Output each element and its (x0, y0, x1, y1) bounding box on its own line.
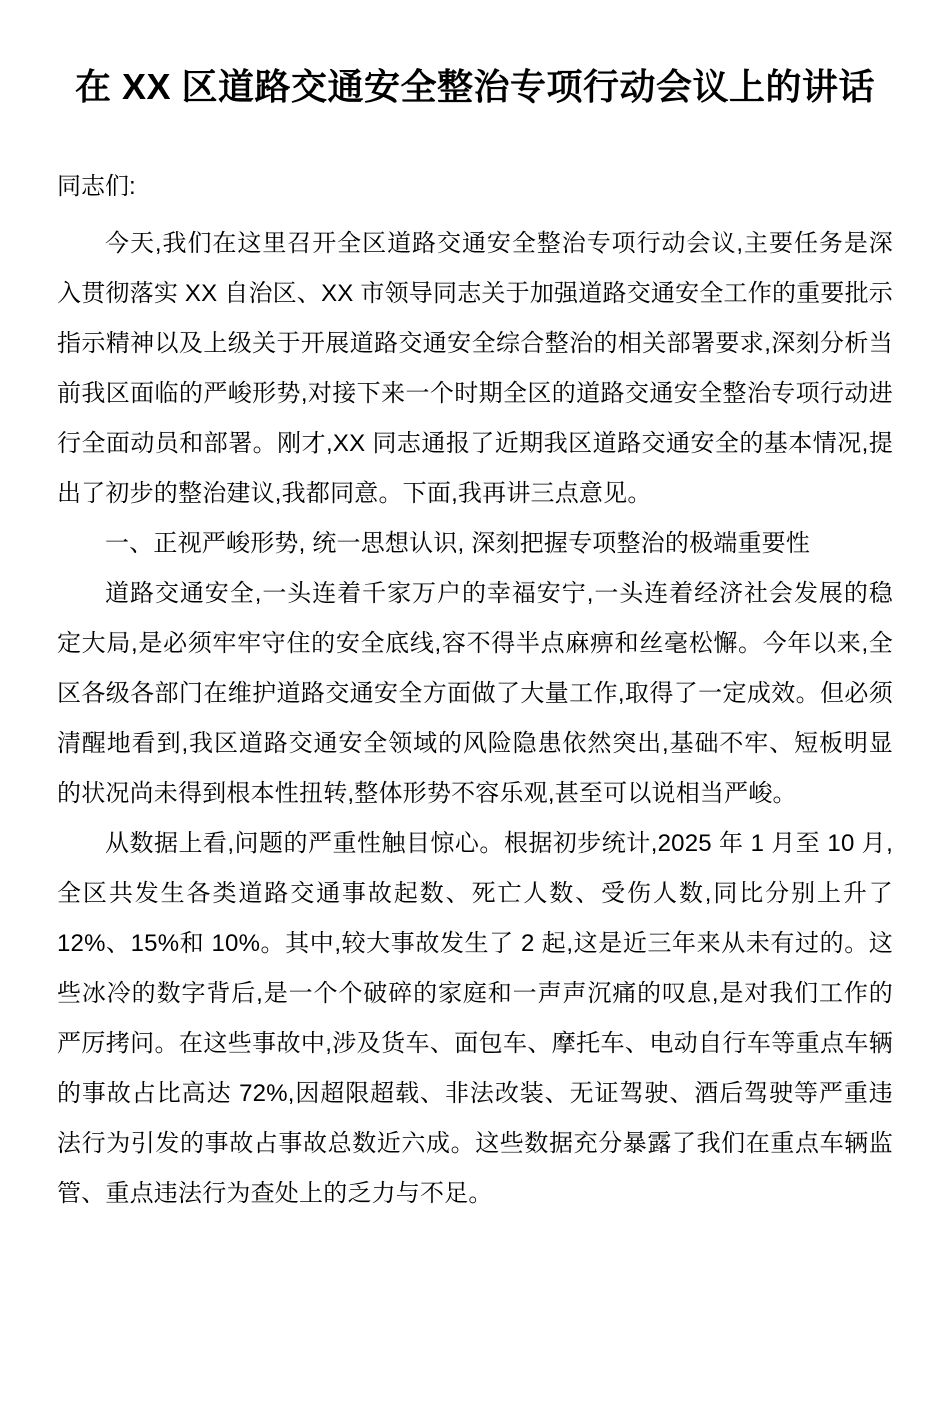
document-page (0, 64, 950, 1408)
paragraph-intro: 今天,我们在这里召开全区道路交通安全整治专项行动会议,主要任务是深入贯彻落实 XX 自治区、XX 市领导同志关于加强道路交通安全工作的重要批示指示精神以及上级关于开展道路交通安全综合整治的相关部署要求,深刻分析当前我区面临的严峻形势,对接下来一个时期全区的道路交通安全整治专项行动进行全面动员和部署。刚才,XX 同志通报了近期我区道路交通安全的基本情况,提出了初步的整治建议,我都同意。下面,我再讲三点意见。 (57, 230, 893, 507)
salutation: 同志们: (57, 173, 136, 200)
paragraph-statistics: 从数据上看,问题的严重性触目惊心。根据初步统计,2025 年 1 月至 10 月,全区共发生各类道路交通事故起数、死亡人数、受伤人数,同比分别上升了 12%、15%和 10%。其中,较大事故发生了 2 起,这是近三年来从未有过的。这些冰冷的数字背后,是一个个破碎的家庭和一声声沉痛的叹息,是对我们工作的严厉拷问。在这些事故中,涉及货车、面包车、摩托车、电动自行车等重点车辆的事故占比高达 72%,因超限超载、非法改装、无证驾驶、酒后驾驶等严重违法行为引发的事故占事故总数近六成。这些数据充分暴露了我们在重点车辆监管、重点违法行为查处上的乏力与不足。 (57, 830, 893, 1207)
section-heading-1: 一、正视严峻形势, 统一思想认识, 深刻把握专项整治的极端重要性 (105, 530, 811, 557)
paragraph-situation: 道路交通安全,一头连着千家万户的幸福安宁,一头连着经济社会发展的稳定大局,是必须牢牢守住的安全底线,容不得半点麻痹和丝毫松懈。今年以来,全区各级各部门在维护道路交通安全方面做了大量工作,取得了一定成效。但必须清醒地看到,我区道路交通安全领域的风险隐患依然突出,基础不牢、短板明显的状况尚未得到根本性扭转,整体形势不容乐观,甚至可以说相当严峻。 (57, 580, 893, 807)
document-title: 在 XX 区道路交通安全整治专项行动会议上的讲话 (74, 66, 876, 107)
